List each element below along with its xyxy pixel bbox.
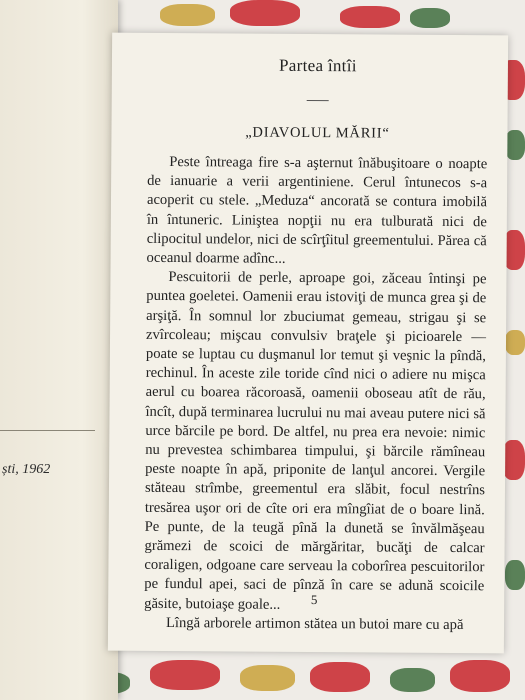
cloth-pattern	[310, 662, 370, 692]
chapter-title: „DIAVOLUL MĂRII“	[245, 124, 390, 142]
part-heading: Partea întîi	[279, 55, 357, 76]
left-page-rule	[0, 430, 95, 431]
heading-divider	[307, 100, 329, 101]
page-number: 5	[310, 592, 318, 608]
page-content	[144, 51, 488, 635]
cloth-pattern	[410, 8, 450, 28]
cloth-pattern	[505, 560, 525, 590]
cloth-pattern	[160, 4, 215, 26]
cloth-pattern	[505, 330, 525, 355]
paragraph: Peste întreaga fire s-a aşternut înăbuşitoare o noapte de ianuarie a verii argentiniene. Cerul întunecos s-a acoperit cu stele. „Meduza“ ancorată se contura imobilă în întuneric. Liniştea nopţii nu era tulburată nici de clipocitul undelor, nici de scîrţîitul greementului. Părea că oceanul doarme adînc...	[146, 154, 488, 267]
cloth-pattern	[240, 665, 295, 691]
cloth-pattern	[505, 130, 525, 160]
left-page	[0, 0, 118, 700]
paragraph: Pescuitorii de perle, aproape goi, zăceau întinşi pe puntea goeletei. Oamenii erau istoviţi de munca grea şi de arşiţă. În somnul lor zbuciumat gemeau, strigau şi se zvîrcoleau; mişcau convulsiv braţele şi picioarele — poate se luptau cu duşmanul lor temut şi veşnic la pîndă, rechinul. În aceste zile toride cînd nici o adiere nu mişca aerul cu boarea răcoroasă, oamenii oboseau atît de rău, încît, după terminarea lucrului nu mai aveau putere nici să urce bărcile pe bord. De altfel, nu prea era nevoie: nimic nu prevestea schimbarea timpului, şi bărcile rămîneau peste noapte în apă, priponite de lanţul ancorei. Vergile stăteau strîmbe, greementul era slăbit, focul nestrîns tresărea uşor ori de cîte ori era mîngîiat de o boare lină. Pe punte, de la teugă pînă la dunetă se învălmăşeau grămezi de scoici de mărgăritar, bucăţi de calcar coraligen, odgoane care serveau la coborîrea pescuitorilor pe fundul apei, saci de pînză în care se adună scoicile găsite, butoiaşe goale...	[144, 269, 487, 613]
cloth-pattern	[390, 668, 435, 692]
cloth-pattern	[230, 0, 300, 26]
left-page-date: ști, 1962	[2, 462, 51, 477]
cloth-pattern	[502, 440, 525, 480]
paragraph: Lîngă arborele artimon stătea un butoi mare cu apă	[165, 614, 464, 633]
cloth-pattern	[450, 660, 510, 692]
cloth-pattern	[150, 660, 220, 690]
right-page	[108, 33, 508, 654]
cloth-pattern	[340, 6, 400, 28]
